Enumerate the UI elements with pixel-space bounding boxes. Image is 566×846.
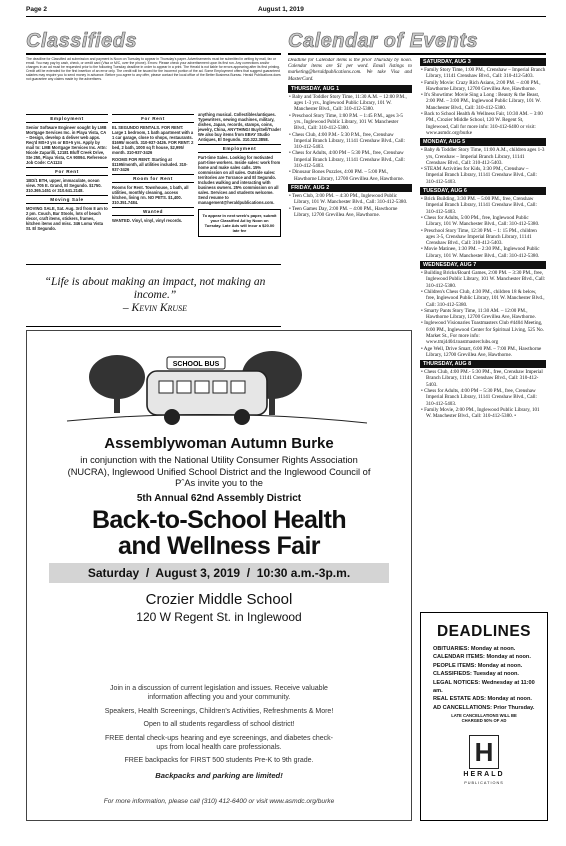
fair-advertisement — [26, 330, 412, 821]
event-item: • Chess Club, 4:00 P.M.- 5:30 P.M., free, Crenshaw Imperial Branch Library, 11141 Crenshaw Blvd., Call: 310-412-5403. — [289, 131, 405, 151]
classified-ad: EL SEGUNDO RENTALS. FOR RENT: Large 1 bedroom, 1 bath apartment with a 1 car garage, close to shops, restaurants. $1695/ month. 310-937-3426. FOR RENT: 2 bed, 2 bath, 1000 sq ft house, $2,995/ month. 310-937-3426 — [112, 125, 194, 155]
section-heading: Employment — [198, 144, 281, 153]
classifieds-col-1 — [26, 112, 108, 260]
classifieds-title: Classifieds — [26, 30, 138, 52]
calendar-intro: Deadline for Calendar items is the prior Thursday by noon. Calendar items are $1 per word. Email listings to marketing@heraldpublications.com. We take Visa and MasterCard. — [288, 58, 412, 82]
classifieds-rule — [26, 53, 281, 55]
event-item: • Chess for Adults, 4:00 PM – 5:30 PM., free, Crenshaw Imperial Branch Library, 11141 Crenshaw Blvd., Call: 310-412-5403. — [421, 388, 537, 407]
event-item: • Chess Club, 4:00 PM.- 5:30 PM., free, Crenshaw Imperial Branch Library, 11141 Crenshaw Blvd., Call: 310-412-5403. — [421, 369, 543, 388]
bus-sign-text: SCHOOL BUS — [172, 361, 220, 368]
event-item: • Preschool Story Time, 12:30 PM. – 1: 15 PM., children ages 3-5, Crenshaw Imperial Branch Library, 11141 Crenshaw Blvd., Call: 310-412-5403. — [421, 227, 537, 247]
deadline-item: AD CANCELLATIONS: Prior Thursday. — [433, 704, 535, 711]
page-number: Page 2 — [26, 6, 47, 13]
host-name: Assemblywoman Autumn Burke — [104, 435, 334, 452]
event-item: • Preschool Story Time, 1:00 P.M. – 1:45 P.M., ages 3-5 yrs., Inglewood Public Library, 101 W. Manchester Blvd., Call: 310-412-5380. — [289, 112, 403, 132]
fair-description-4: FREE dental check-ups hearing and eye screenings, and diabetes check-ups from local health care professionals. — [104, 735, 334, 751]
event-item: • Family Movie, 2:00 PM., Inglewood Public Library, 101 W. Manchester Blvd., Call: 310-412-5380. • — [421, 406, 540, 420]
event-item: • Teen Club, 3:00 PM. – 4:30 PM., Inglewood Public Library, 101 W. Manchester Blvd., Call: 310-412-5380. — [289, 192, 408, 206]
day-heading: FRIDAY, AUG 2 — [288, 184, 412, 192]
fair-footer-contact: For more information, please call (310) 412-6400 or visit www.asmdc.org/burke — [103, 798, 335, 805]
quote-rule-top — [26, 264, 281, 265]
venue-name: Crozier Middle School — [145, 591, 293, 608]
classified-ad: ROOMS FOR RENT: Starting at $1195/month, all utilities included. 310-937-3426 — [112, 157, 188, 172]
event-name: 5th Annual 62nd Assembly District — [136, 493, 302, 504]
section-heading: For Rent — [26, 167, 108, 176]
herald-logo-letter: H — [474, 737, 494, 767]
classified-ad: Part-time Sales. Looking for motivated part-time workers. Inside sales: work from home and make sales calls. 15% commission on all sales. Outside sales: territories are Torrance and El Segundo. Includes walking and interacting with business owners. 25% commission on all sales. Services and students welcome. Send resume to management@heraldpublications.com. — [198, 155, 281, 205]
classifieds-deadline-notice: To appear in next week's paper, submit your Classified Ad by Noon on Tuesday. Late Ads will incur a $20.00 late fee — [198, 209, 281, 237]
event-item: • Baby and Toddler Story Time, 11:30 A.M. – 12:00 P.M., ages 1-3 yrs., Inglewood Public Library, 101 W. Manchester Blvd., Call: 310-412-5380. — [289, 93, 407, 113]
day-heading: MONDAY, AUG 5 — [420, 138, 546, 146]
venue-address: 120 W Regent St. in Inglewood — [136, 610, 302, 624]
fair-description-6: Backpacks and parking are limited! — [155, 771, 283, 780]
event-item: • Building Bricks/Board Games, 2:00 PM. – 3:30 PM., free, Inglewood Public Library, 101 W. Manchester Blvd., Call: 310-412-5380. — [421, 270, 546, 289]
fair-description-1: Join in a discussion of current legislation and issues. Receive valuable information affecting you and your community. — [110, 685, 328, 701]
section-heading: Room for Rent — [112, 174, 194, 183]
deadline-item: CALENDAR ITEMS: Monday at noon. — [433, 654, 531, 661]
event-item: • Movie Matinee, 1:30 PM. – 2:30 PM., Inglewood Public Library, 101 W. Manchester Blvd., Call: 310-412-5380. — [421, 246, 540, 259]
classifieds-col-3 — [198, 112, 281, 260]
deadlines-box — [420, 612, 548, 821]
classifieds-col-2 — [112, 112, 194, 260]
calendar-rule — [288, 53, 546, 55]
deadline-item: CLASSIFIEDS: Tuesday at noon. — [433, 671, 519, 678]
deadlines-title: DEADLINES — [436, 623, 532, 640]
event-item: • Children's Chess Club, 4:30 PM., children 18 & below, free, Inglewood Public Library, 101 W. Manchester Blvd., Call: 310-412-5380. — [421, 288, 545, 308]
section-heading: Moving Sale — [26, 195, 108, 204]
section-heading: Employment — [26, 114, 108, 123]
herald-logo-name: HERALD — [463, 771, 505, 778]
event-item: • Smarty Pants Story Time, 11:30 AM. – 12:00 PM., Hawthorne Library, 12700 Grevillea Ave, Hawthorne. — [421, 307, 536, 321]
classified-ad: Senior Software Engineer sought by LMB Mortgage Services Inc. in Playa Vista, CA – Design, develop & deliver web apps. Req'd MS+3 yrs or BS+5 yrs. Apply by mail to: LMB Mortgage Services Inc. Attn: Nicole Zaparilli, 12181 Bluff Creek Drive, Ste 250, Playa Vista, CA 90094. Reference Job Code: CA1124 — [26, 125, 107, 165]
classified-ad: Rooms for Rent. Townhouse, 1 bath, all utilities, monthly cleaning, access kitchen, living rm. NO PETS. $1,400. 310.351.7484. — [112, 185, 189, 205]
event-item: • Dinosaur Bones Puzzles, 4:00 PM. – 5:00 PM., Hawthorne Library, 12700 Grevillea Ave, Hawthorne. — [289, 169, 404, 182]
day-heading: SATURDAY, AUG 3 — [420, 58, 546, 66]
event-item: • STEAM Activities for Kids, 3:30 PM., Crenshaw – Imperial Branch Library, 11141 Crenshaw Blvd., Call: 310-412-5403. — [421, 166, 537, 185]
classified-ad: anything musical. Collectibles/antiques. Typewriters, sewing machines, military, dishes, Japan, records, stamps, coins, jewelry, China, ANYTHING! Buy/Sell/Trade! We also buy items from EBAY Studio Antiques, El Segundo. 310.322.3858. — [198, 112, 281, 142]
calendar-col-1 — [288, 58, 412, 326]
event-item: • Family Movie: Crazy Rich Asians, 2:00 PM. – 4:00 PM., Hawthorne Library, 12700 Grevillea Ave, Hawthorne. — [421, 79, 541, 92]
partners-text: in conjunction with the National Utility Consumer Rights Association (NUCRA), Inglewood Unified School District and the Inglewood Council of PˆAs invite you to the — [67, 455, 371, 488]
day-heading: TUESDAY, AUG 6 — [420, 187, 546, 195]
issue-date: August 1, 2019 — [258, 6, 304, 13]
deadline-item: LEGAL NOTICES: Wednesday at 11:00 am. — [433, 679, 535, 695]
calendar-title: Calendar of Events — [288, 30, 479, 52]
late-cancellation-note: LATE CANCELLATIONS WILL BE CHARGED 50% OF AD — [451, 713, 517, 724]
fair-date-time: Saturday / August 3, 2019 / 10:30 a.m.-3p.m. — [49, 563, 389, 583]
school-bus-illustration — [27, 331, 411, 431]
herald-logo-subtitle: PUBLICATIONS — [464, 781, 504, 785]
event-item: • Age Well, Drive Smart, 6:00 PM. – 7:00 PM., Hawthorne Library, 12700 Grevillea Ave, Hawthorne. — [421, 345, 542, 358]
event-item: • Back to School Health & Wellness Fair, 10:30 AM. – 3:00 PM., Crozier Middle School, 120 W. Regent St, Inglewood, Call for more info: 310-412-6400 or visit: www.asmdc.org/burke — [421, 111, 543, 136]
event-item: • Teen Games Day, 2:00 PM. – 4:00 PM., Hawthorne Library, 12700 Grevillea Ave, Hawthorne. — [289, 205, 398, 218]
classified-ad: WANTED. Vinyl, vinyl, vinyl records. — [112, 218, 183, 223]
section-heading: For Rent — [112, 114, 194, 123]
deadline-item: OBITUARIES: Monday at noon. — [433, 646, 516, 652]
classified-ad: MOVING SALE, Sat. Aug. 3rd from 8 am to 2 pm. Couch, Bar Stools, lots of beach decor, craft items, stickers, frames, kitchen items and misc. 346 Loma Vista St. El Segundo. — [26, 206, 108, 231]
classifieds-intro: The deadline for Classified ad submission and payment is Noon on Tuesday to appear in Thursday's paper. Advertisements must be submitted in writing by mail, fax or email. You may pay by cash, check, or credit card (Visa or M/C, over the phone). Errors: Please check your advertisement upon its first run. Any corrections and/or changes in an ad must be requested prior to the following Tuesday deadline in order to appear in a print. The Herald is not liable for errors appearing after its first printing. Credit will be extended for the first insertion of an error only. The credit will be issued for the incorrect portion of the ad. Some Employment offers that suggest guaranteed salaries may require you to send money in advance. Before you agree to any offer, please contact the local office of the Better Business Bureau. Herald Publications does not guarantee any claims made by the advertisers. — [26, 57, 281, 82]
herald-logo — [469, 735, 499, 769]
event-item: • Inglewood Visionaries Toastmasters Club #4404 Meeting, 6:00 PM., Inglewood Center for Spiritual Living, 525 No. Market St., For more info: www.tmj4404.toastmasterclubs.org — [421, 320, 544, 346]
fair-title-line-2: and Wellness Fair — [118, 532, 320, 560]
quote-text: “Life is about making an impact, not making an income.” — [44, 276, 266, 301]
event-item: • Brick Building, 3:30 PM. – 5:00 PM., free, Crenshaw Imperial Branch Library, 11141 Crenshaw Blvd., Call: 310-412-5403. — [421, 196, 537, 215]
calendar-col-2 — [420, 58, 546, 606]
event-item: • Baby & Toddler Story Time, 11:00 A.M., children ages 1-3 yrs, Crenshaw – Imperial Branch Library, 11141 Crenshaw Blvd., Call: 310-412-5403. — [421, 147, 545, 166]
deadline-item: PEOPLE ITEMS: Monday at noon. — [433, 662, 523, 669]
event-item: • It's Showtime: Movie Sing a Long : Beauty & the Beast, 2:00 PM. – 3:00 PM., Inglewood Public Library, 101 W. Manchester Blvd., Call: 310-412-5380. — [421, 92, 541, 111]
header-rule — [26, 16, 546, 17]
event-item: • Chess for Adults, 4:00 PM – 5:30 PM., free, Crenshaw Imperial Branch Library, 11141 Crenshaw Blvd., Call: 310-412-5403. — [289, 150, 405, 170]
fair-description-2: Speakers, Health Screenings, Children's Activities, Refreshments & More! — [104, 708, 334, 715]
section-heading: Wanted — [112, 207, 194, 216]
deadline-item: REAL ESTATE ADS: Monday at noon. — [433, 696, 532, 703]
fair-title-line-1: Back-to-School Health — [91, 506, 347, 534]
day-heading: THURSDAY, AUG 8 — [420, 360, 546, 368]
quote-rule-bottom — [26, 326, 281, 327]
fair-description-5: FREE backpacks for FIRST 500 students Pre-K to 9th grade. — [124, 757, 314, 764]
event-item: • Family Story Time, 1:00 PM., Crenshaw – Imperial Branch Library, 11141 Crenshaw Blvd., Call: 310-412-5403. — [421, 67, 546, 80]
classified-ad: 1BD/1 BTH, upper, immaculate, ocean view. 705 E. Grand, El Segundo. $1750. 310.365.1451 or 310.641.2148. — [26, 178, 102, 193]
fair-description-3: Open to all students regardless of school district! — [143, 721, 295, 728]
deadlines-list — [433, 645, 545, 712]
tree-left — [89, 355, 145, 399]
quote-author: – Kevin Kruse — [122, 302, 188, 314]
event-item: • Chess for Adults, 5:00 PM., free, Inglewood Public Library, 101 W. Manchester Blvd., Call: 310-412-5380. — [421, 214, 540, 228]
day-heading: THURSDAY, AUG 1 — [288, 85, 412, 93]
day-heading: WEDNESDAY, AUG 7 — [420, 261, 546, 269]
